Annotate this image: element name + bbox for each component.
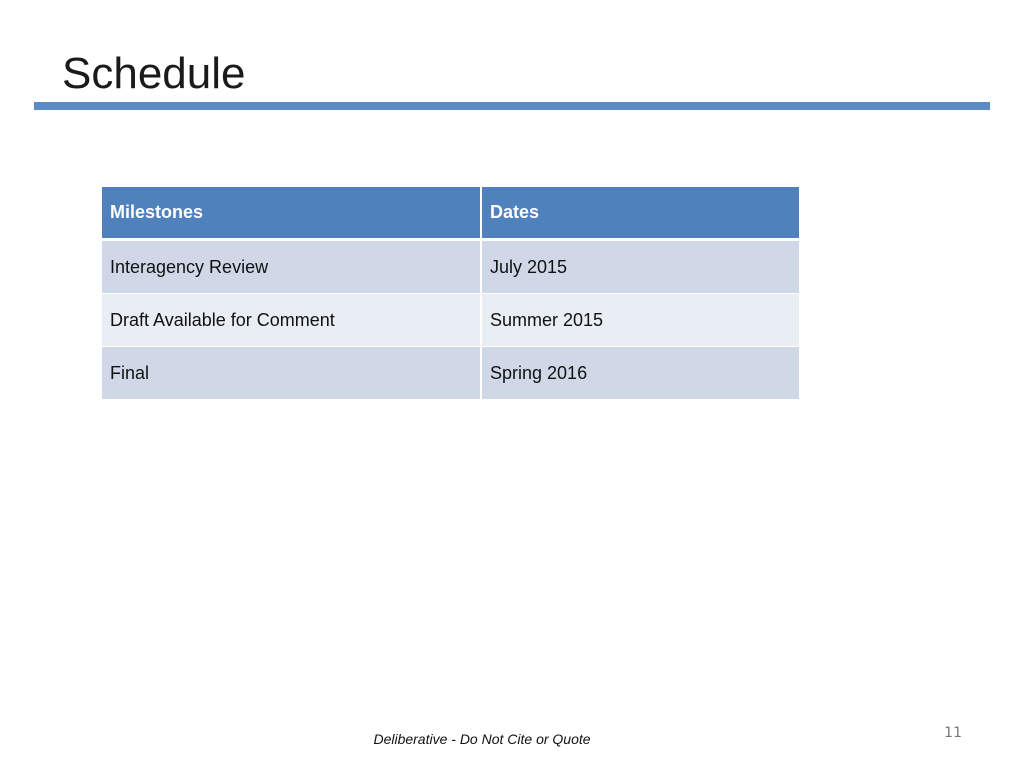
footer-disclaimer: Deliberative - Do Not Cite or Quote — [373, 731, 591, 747]
page-title: Schedule — [62, 49, 246, 98]
table-row — [102, 347, 799, 400]
milestone-cell: Draft Available for Comment — [102, 294, 482, 347]
date-cell: July 2015 — [482, 241, 799, 294]
milestone-cell: Final — [102, 347, 482, 400]
table-row — [102, 294, 799, 347]
title-divider — [34, 102, 990, 110]
schedule-table-container — [102, 187, 799, 400]
column-header-milestones: Milestones — [102, 187, 482, 241]
date-cell: Summer 2015 — [482, 294, 799, 347]
date-cell: Spring 2016 — [482, 347, 799, 400]
schedule-table — [102, 187, 799, 400]
table-row — [102, 241, 799, 294]
milestone-cell: Interagency Review — [102, 241, 482, 294]
table-header-row — [102, 187, 799, 241]
page-number: 11 — [944, 725, 962, 741]
column-header-dates: Dates — [482, 187, 799, 241]
